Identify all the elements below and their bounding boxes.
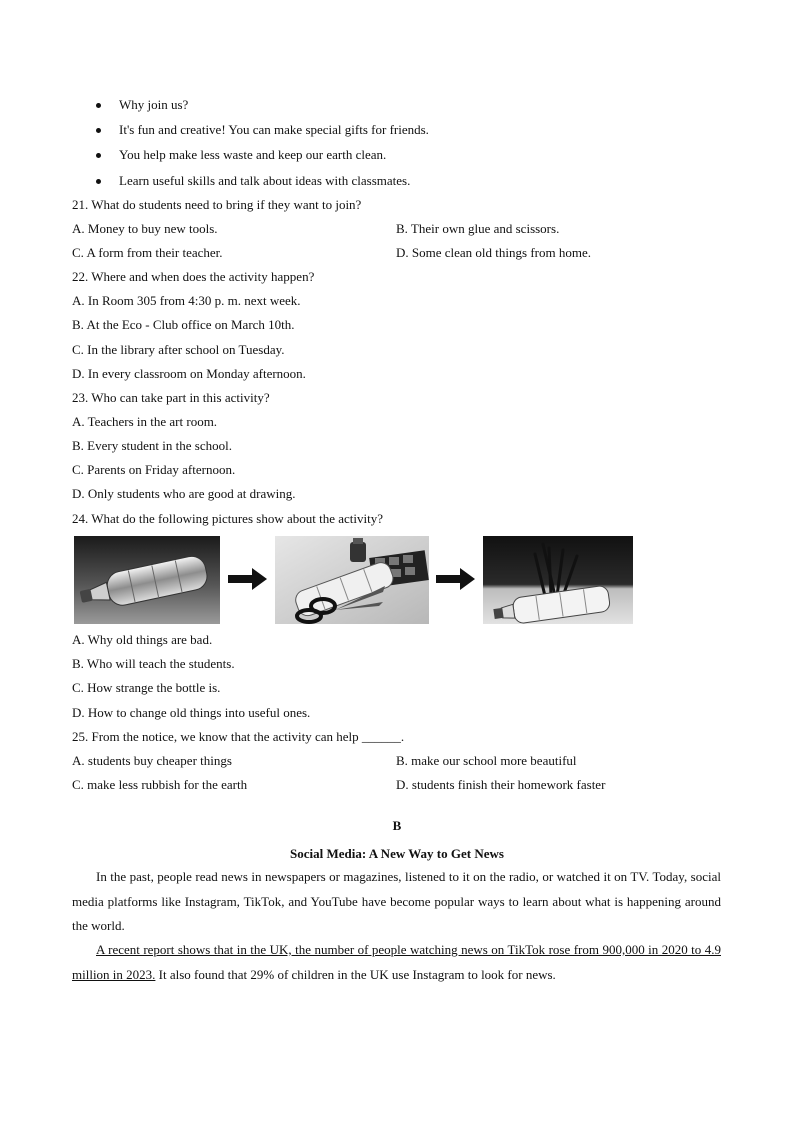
photo-bottle-pen-holder (483, 536, 633, 624)
q22-option-a: A. In Room 305 from 4:30 p. m. next week. (72, 293, 301, 308)
q22-option-b: B. At the Eco - Club office on March 10th. (72, 317, 295, 332)
question-25-stem: 25. From the notice, we know that the activity can help ______. (72, 729, 405, 744)
q24-option-b: B. Who will teach the students. (72, 656, 235, 671)
passage-paragraph-2 (72, 938, 721, 987)
q23-option-d: D. Only students who are good at drawing. (72, 486, 296, 501)
arrow-right-icon (228, 566, 268, 597)
bullet-dot (96, 103, 101, 108)
arrow-right-icon (436, 566, 476, 597)
bullet-item: Learn useful skills and talk about ideas with classmates. (119, 173, 411, 188)
bullet-dot (96, 179, 101, 184)
q21-option-a: A. Money to buy new tools. (72, 221, 218, 236)
q21-option-d: D. Some clean old things from home. (396, 245, 591, 260)
q22-option-d: D. In every classroom on Monday afternoon. (72, 366, 306, 381)
section-letter: B (392, 818, 402, 833)
q24-option-d: D. How to change old things into useful ones. (72, 705, 311, 720)
photo-cutting-bottle (275, 536, 429, 624)
paragraph-1-text: In the past, people read news in newspapers or magazines, listened to it on the radio, or watched it on TV. Today, social media platforms like Instagram, TikTok, and YouTube have become popular ways to learn about what is happening around the world. (72, 869, 721, 933)
underlined-sentence: A recent report shows that in the UK, the number of people watching news on TikTok rose from 900,000 in 2020 to 4.9 million in 2023. (72, 942, 721, 982)
q25-option-c: C. make less rubbish for the earth (72, 777, 248, 792)
q25-option-d: D. students finish their homework faster (396, 777, 606, 792)
q24-option-a: A. Why old things are bad. (72, 632, 213, 647)
q25-option-a: A. students buy cheaper things (72, 753, 232, 768)
photo-plastic-bottle (74, 536, 220, 624)
paragraph-2-text: It also found that 29% of children in the UK use Instagram to look for news. (155, 966, 556, 982)
bullet-item: It's fun and creative! You can make special gifts for friends. (119, 122, 429, 137)
passage-paragraph-1 (72, 865, 721, 939)
bullet-item: You help make less waste and keep our earth clean. (119, 147, 387, 162)
q24-option-c: C. How strange the bottle is. (72, 680, 221, 695)
bullet-dot (96, 153, 101, 158)
bullet-dot (96, 128, 101, 133)
q21-option-c: C. A form from their teacher. (72, 245, 223, 260)
question-22-stem: 22. Where and when does the activity happen? (72, 269, 315, 284)
question-21-stem: 21. What do students need to bring if they want to join? (72, 197, 362, 212)
question-24-stem: 24. What do the following pictures show about the activity? (72, 511, 383, 526)
q22-option-c: C. In the library after school on Tuesday. (72, 342, 285, 357)
q23-option-c: C. Parents on Friday afternoon. (72, 462, 236, 477)
q25-option-b: B. make our school more beautiful (396, 753, 577, 768)
bullet-item: Why join us? (119, 97, 189, 112)
q23-option-a: A. Teachers in the art room. (72, 414, 218, 429)
q21-option-b: B. Their own glue and scissors. (396, 221, 560, 236)
question-23-stem: 23. Who can take part in this activity? (72, 390, 270, 405)
q23-option-b: B. Every student in the school. (72, 438, 232, 453)
passage-title: Social Media: A New Way to Get News (290, 846, 504, 861)
